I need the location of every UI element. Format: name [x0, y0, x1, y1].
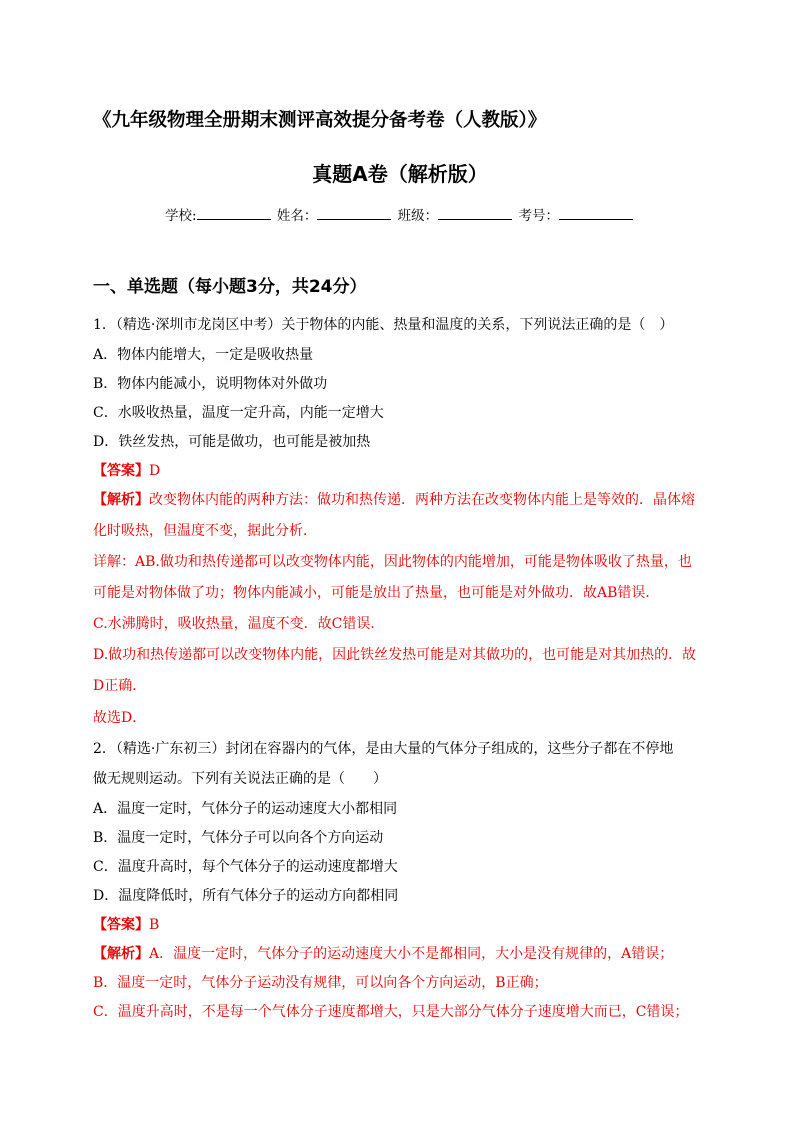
q2-analysis-tag: 【解析】: [93, 946, 149, 962]
q1-option-b: B．物体内能减小，说明物体对外做功: [93, 376, 328, 392]
q2-option-b: B．温度一定时，气体分子可以向各个方向运动: [93, 830, 384, 846]
q1-conclusion: 故选D．: [93, 710, 147, 726]
q2-analysis-line-2: B．温度一定时，气体分子运动没有规律，可以向各个方向运动，B正确；: [93, 975, 548, 991]
q1-analysis-line-2: 化时吸热，但温度不变，据此分析．: [93, 523, 317, 539]
section-title: 一、单选题（每小题3分，共24分）: [93, 277, 367, 297]
q2-option-d: D．温度降低时，所有气体分子的运动方向都相同: [93, 888, 399, 904]
q2-answer-tag: 【答案】: [93, 917, 149, 933]
q2-analysis-line-3: C．温度升高时，不是每一个气体分子速度都增大，只是大部分气体分子速度增大而已，C错误；: [93, 1004, 689, 1020]
document-main-title: 《九年级物理全册期末测评高效提分备考卷（人教版）》: [93, 110, 547, 131]
q2-option-c: C．温度升高时，每个气体分子的运动速度都增大: [93, 859, 398, 875]
q2-stem-line-2: 做无规则运动。下列有关说法正确的是（ ）: [93, 771, 387, 787]
q1-answer-value: D: [149, 463, 161, 479]
q1-analysis-tag: 【解析】: [93, 492, 149, 508]
q2-answer-value: B: [149, 917, 160, 933]
q1-detail-line-2: 可能是对物体做了功；物体内能减小，可能是放出了热量，也可能是对外做功．故AB错误．: [93, 585, 660, 601]
student-info-row: [0, 204, 800, 224]
class-label: 班级：: [397, 208, 439, 224]
name-blank[interactable]: [317, 205, 391, 220]
name-label: 姓名：: [276, 208, 318, 224]
q1-detail-line-4: D.做功和热传递都可以改变物体内能，因此铁丝发热可能是对其做功的，也可能是对其加热的．故: [93, 647, 697, 663]
q1-detail-line-1: 详解：AB.做功和热传递都可以改变物体内能，因此物体的内能增加，可能是物体吸收了热量，也: [93, 554, 692, 570]
q1-option-a: A．物体内能增大，一定是吸收热量: [93, 347, 314, 363]
q1-analysis-line-1: [93, 490, 695, 510]
q1-detail-line-5: D正确．: [93, 678, 147, 694]
q2-answer: [93, 915, 159, 935]
q2-analysis-text-1: A．温度一定时，气体分子的运动速度大小不是都相同，大小是没有规律的，A错误；: [149, 946, 674, 962]
q1-detail-line-3: C.水沸腾时，吸收热量，温度不变．故C错误．: [93, 616, 385, 632]
exam-no-label: 考号：: [518, 208, 559, 224]
exam-no-blank[interactable]: [559, 205, 633, 220]
school-label: 学校:: [165, 208, 197, 224]
q1-analysis-text-1: 改变物体内能的两种方法：做功和热传递．两种方法在改变物体内能上是等效的．晶体熔: [149, 492, 695, 508]
class-blank[interactable]: [438, 205, 512, 220]
q1-option-d: D．铁丝发热，可能是做功，也可能是被加热: [93, 434, 371, 450]
school-blank[interactable]: [197, 205, 271, 220]
q1-answer-tag: 【答案】: [93, 463, 149, 479]
q1-stem: 1．（精选·深圳市龙岗区中考）关于物体的内能、热量和温度的关系，下列说法正确的是（ ）: [93, 317, 674, 333]
q2-option-a: A．温度一定时，气体分子的运动速度大小都相同: [93, 801, 398, 817]
q1-answer: [93, 461, 160, 481]
q2-analysis-line-1: [93, 944, 673, 964]
q2-stem-line-1: 2．（精选·广东初三）封闭在容器内的气体，是由大量的气体分子组成的，这些分子都在不停地: [93, 741, 674, 757]
q1-option-c: C．水吸收热量，温度一定升高，内能一定增大: [93, 405, 384, 421]
document-sub-title: 真题A卷（解析版）: [312, 162, 488, 186]
